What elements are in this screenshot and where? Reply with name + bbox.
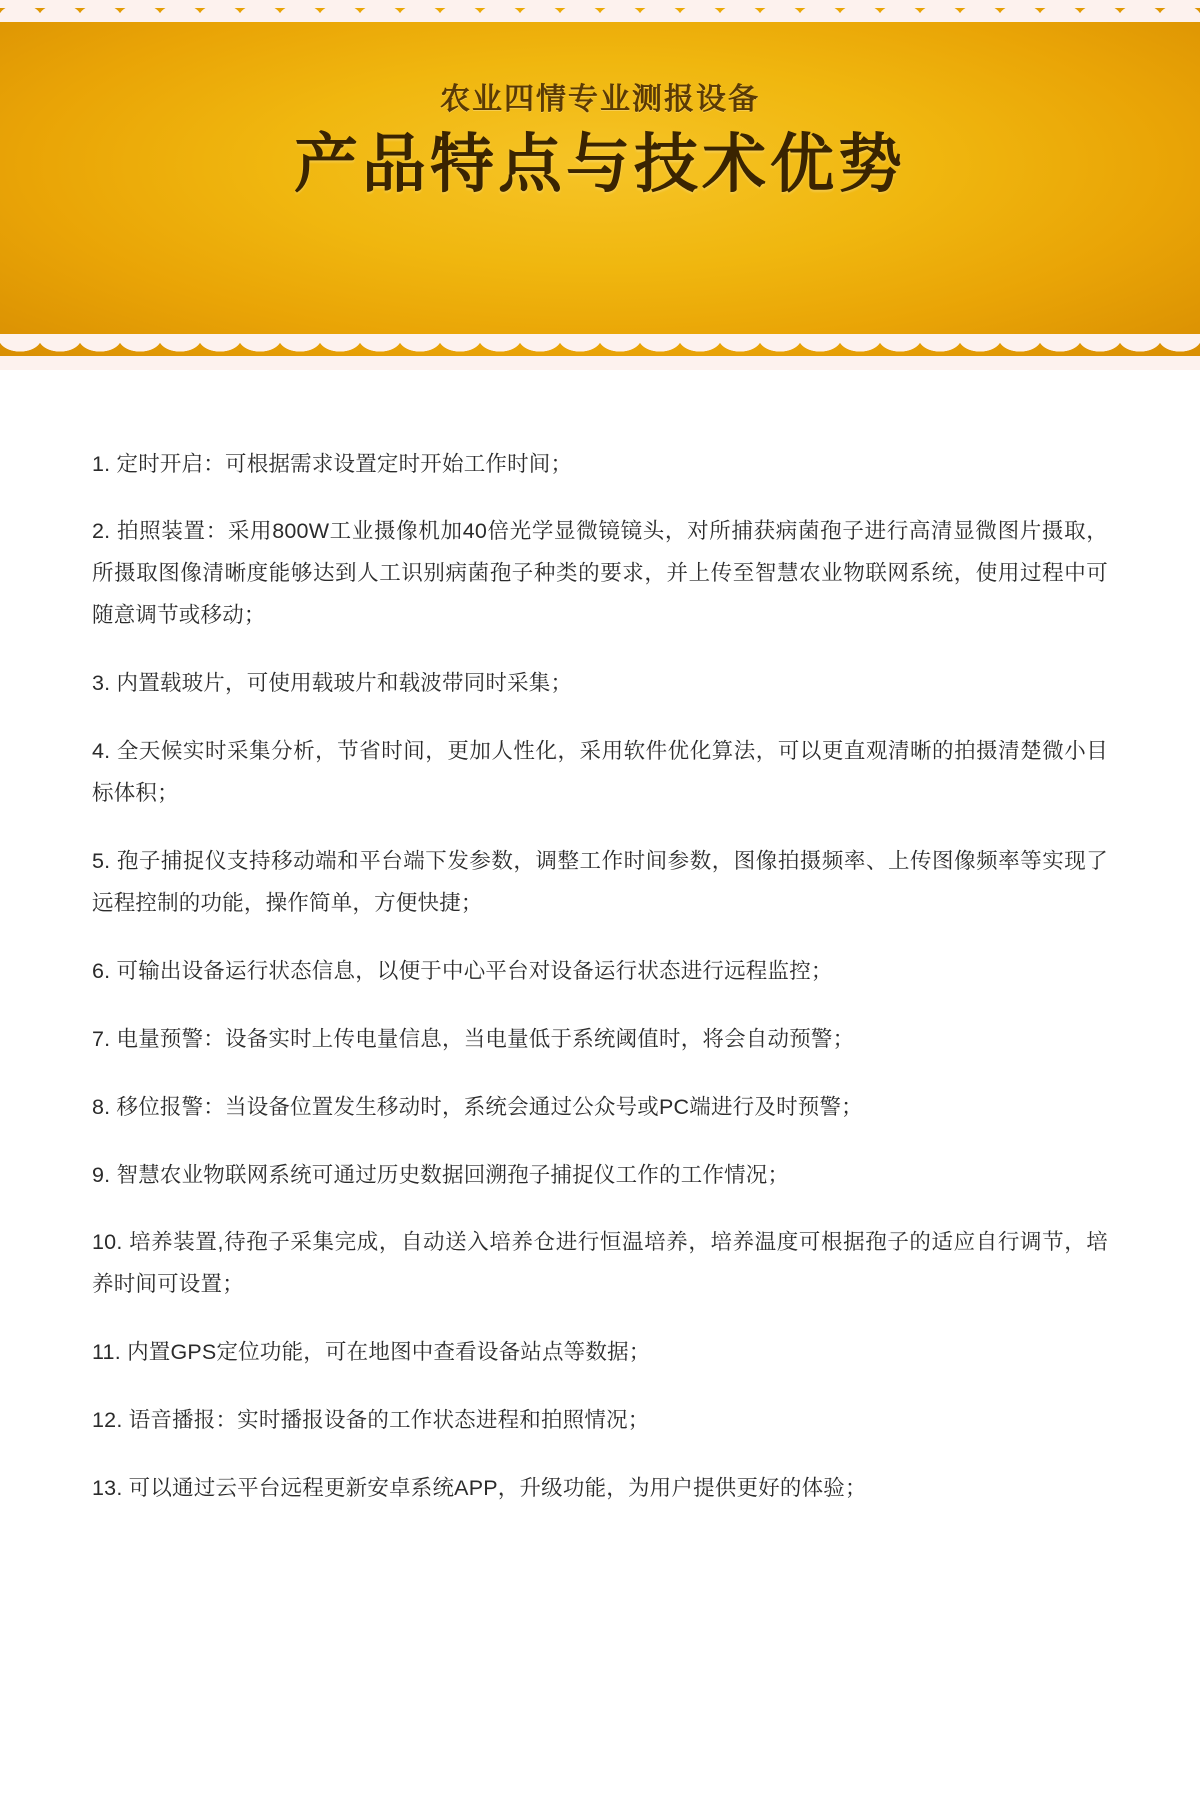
- page-title: 产品特点与技术优势: [294, 128, 906, 200]
- banner-scallop-bottom: [0, 334, 1200, 356]
- banner-text-group: [0, 0, 1200, 348]
- list-item: 7. 电量预警：设备实时上传电量信息，当电量低于系统阈值时，将会自动预警；: [92, 1026, 855, 1051]
- list-item: 12. 语音播报：实时播报设备的工作状态进程和拍照情况；: [92, 1408, 650, 1433]
- list-item: 8. 移位报警：当设备位置发生移动时，系统会通过公众号或PC端进行及时预警；: [92, 1094, 863, 1119]
- banner-subtitle: 农业四情专业测报设备: [440, 83, 760, 116]
- list-item: 2. 拍照装置：采用800W工业摄像机加40倍光学显微镜镜头，对所捕获病菌孢子进行高清显微图片摄取，所摄取图像清晰度能够达到人工识别病菌孢子种类的要求，并上传至智慧农业物联网系统，使用过程中可随意调节或移动；: [92, 519, 1108, 628]
- list-item: 3. 内置载玻片，可使用载玻片和载波带同时采集；: [92, 671, 573, 696]
- list-item: 9. 智慧农业物联网系统可通过历史数据回溯孢子捕捉仪工作的工作情况；: [92, 1162, 790, 1187]
- feature-list: [0, 370, 1200, 1570]
- list-item: 10. 培养装置,待孢子采集完成，自动送入培养仓进行恒温培养，培养温度可根据孢子的适应自行调节，培养时间可设置；: [92, 1230, 1108, 1297]
- page-banner: [0, 0, 1200, 370]
- list-item: 6. 可输出设备运行状态信息，以便于中心平台对设备运行状态进行远程监控；: [92, 958, 833, 983]
- list-item: 1. 定时开启：可根据需求设置定时开始工作时间；: [92, 451, 573, 476]
- banner-scallop-top: [0, 0, 1200, 22]
- list-item: 11. 内置GPS定位功能，可在地图中查看设备站点等数据；: [92, 1340, 651, 1365]
- list-item: 13. 可以通过云平台远程更新安卓系统APP，升级功能，为用户提供更好的体验；: [92, 1476, 867, 1501]
- list-item: 5. 孢子捕捉仪支持移动端和平台端下发参数，调整工作时间参数，图像拍摄频率、上传图像频率等实现了远程控制的功能，操作简单，方便快捷；: [92, 848, 1108, 915]
- list-item: 4. 全天候实时采集分析，节省时间，更加人性化，采用软件优化算法，可以更直观清晰的拍摄清楚微小目标体积；: [92, 739, 1108, 806]
